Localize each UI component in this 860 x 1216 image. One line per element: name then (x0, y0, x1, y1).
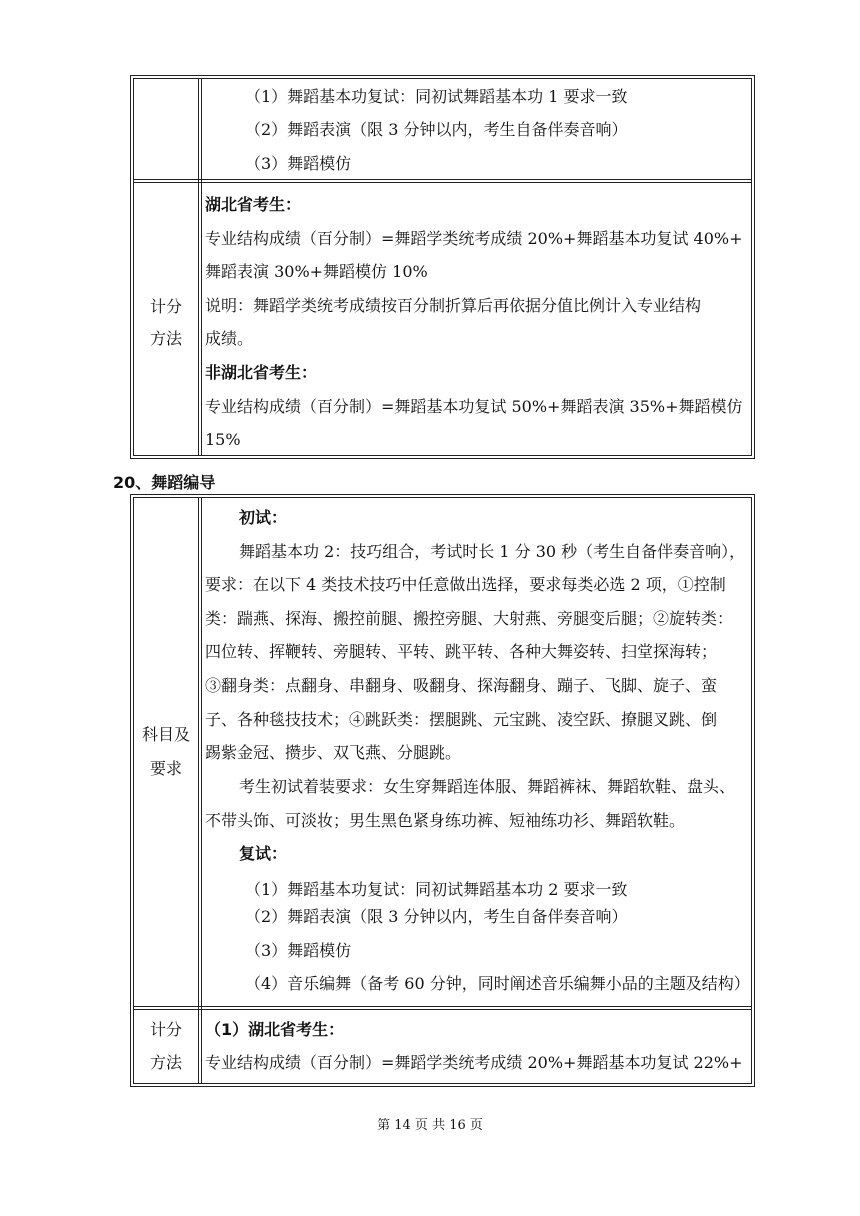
hubei-formula-line: 舞蹈表演 30%+舞蹈模仿 10% (205, 262, 428, 281)
scoring-title: （1）湖北省考生： (205, 1020, 345, 1039)
non-hubei-formula-line: 专业结构成绩（百分制）=舞蹈基本功复试 50%+舞蹈表演 35%+舞蹈模仿 (205, 397, 743, 416)
attire-line: 考生初试着装要求：女生穿舞蹈连体服、舞蹈裤袜、舞蹈软鞋、盘头、 (239, 777, 736, 796)
non-hubei-formula-line: 15% (205, 430, 241, 449)
retest-item: （3）舞蹈模仿 (245, 154, 352, 173)
initial-line: 子、各种毯技技术；④跳跃类：摆腿跳、元宝跳、凌空跃、撩腿叉跳、倒 (205, 710, 718, 729)
page-footer: 第 14 页 共 16 页 (377, 1118, 483, 1133)
note-line: 说明：舞蹈学类统考成绩按百分制折算后再依据分值比例计入专业结构 (205, 296, 702, 315)
attire-line: 不带头饰、可淡妆；男生黑色紧身练功裤、短袖练功衫、舞蹈软鞋。 (205, 811, 686, 830)
section-heading: 20、舞蹈编导 (113, 473, 216, 492)
retest-item: （1）舞蹈基本功复试：同初试舞蹈基本功 2 要求一致 (245, 880, 628, 899)
scoring-label-line: 方法 (150, 329, 183, 348)
initial-line: 类：踹燕、探海、搬控前腿、搬控旁腿、大射燕、旁腿变后腿；②旋转类： (205, 609, 734, 628)
retest-title: 复试： (239, 844, 288, 863)
subject-label-line: 要求 (150, 759, 183, 778)
retest-item: （3）舞蹈模仿 (245, 941, 352, 960)
initial-line: ③翻身类：点翻身、串翻身、吸翻身、探海翻身、蹦子、飞脚、旋子、蛮 (205, 676, 718, 695)
retest-item: （1）舞蹈基本功复试：同初试舞蹈基本功 1 要求一致 (245, 87, 628, 106)
subject-label-line: 科目及 (142, 725, 191, 744)
initial-line: 四位转、挥鞭转、旁腿转、平转、跳平转、各种大舞姿转、扫堂探海转； (205, 642, 718, 661)
initial-line: 要求：在以下 4 类技术技巧中任意做出选择，要求每类必选 2 项，①控制 (205, 575, 726, 594)
retest-item: （2）舞蹈表演（限 3 分钟以内，考生自备伴奏音响） (245, 120, 628, 139)
initial-line: 舞蹈基本功 2：技巧组合，考试时长 1 分 30 秒（考生自备伴奏音响）， (239, 542, 746, 561)
initial-title: 初试： (239, 508, 288, 527)
retest-item: （4）音乐编舞（备考 60 分钟，同时阐述音乐编舞小品的主题及结构） (245, 974, 750, 993)
scoring-formula-line: 专业结构成绩（百分制）=舞蹈学类统考成绩 20%+舞蹈基本功复试 22%+ (205, 1053, 743, 1072)
hubei-title: 湖北省考生： (205, 195, 302, 214)
scoring-label-line: 方法 (150, 1053, 183, 1072)
scoring-label-line: 计分 (150, 1020, 183, 1039)
non-hubei-title: 非湖北省考生： (205, 363, 318, 382)
initial-line: 踢紫金冠、攒步、双飞燕、分腿跳。 (205, 743, 462, 762)
retest-item: （2）舞蹈表演（限 3 分钟以内，考生自备伴奏音响） (245, 907, 628, 926)
note-line: 成绩。 (205, 329, 254, 348)
hubei-formula-line: 专业结构成绩（百分制）=舞蹈学类统考成绩 20%+舞蹈基本功复试 40%+ (205, 229, 743, 248)
scoring-label-line: 计分 (150, 297, 183, 316)
